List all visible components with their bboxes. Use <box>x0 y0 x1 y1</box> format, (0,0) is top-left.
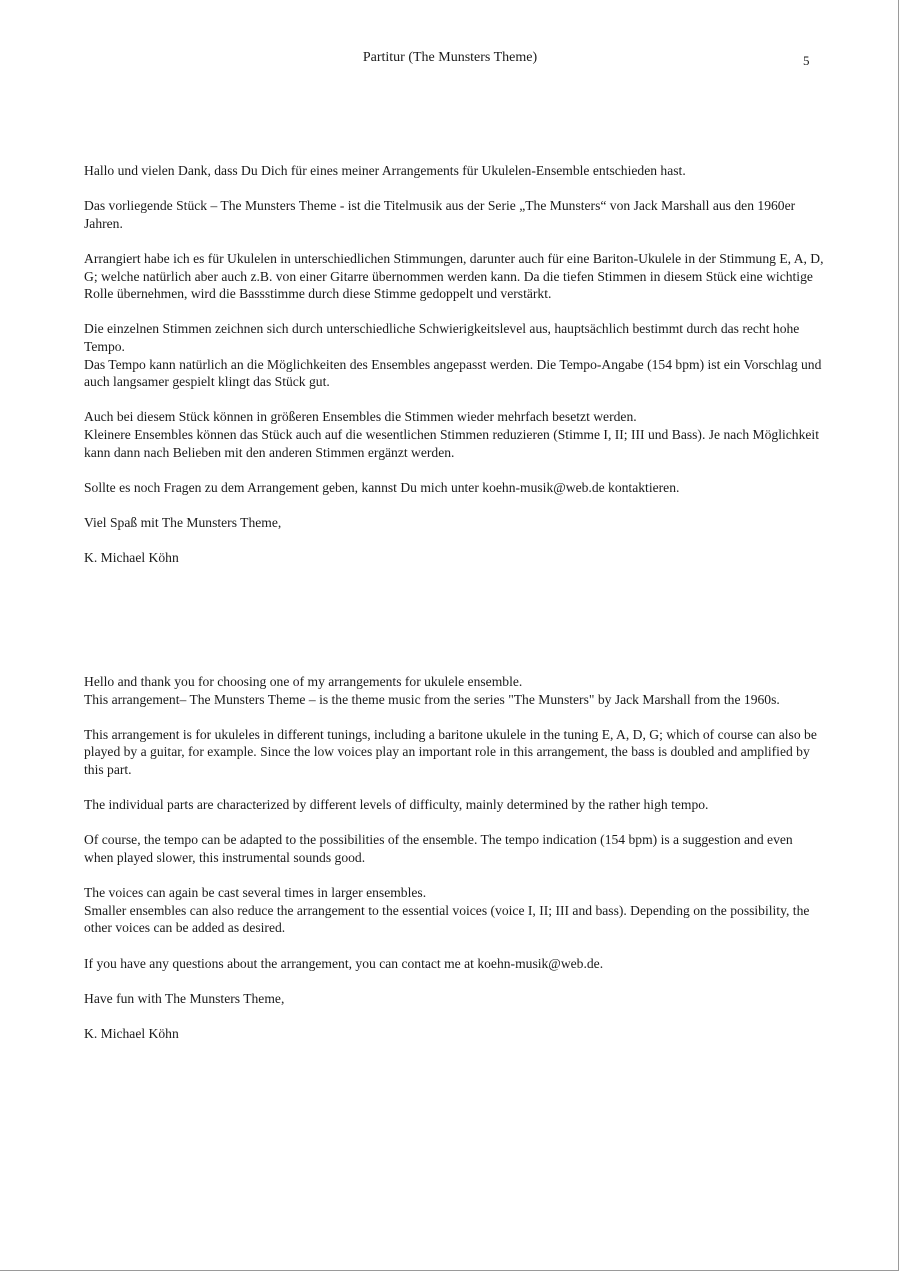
german-greeting: Hallo und vielen Dank, dass Du Dich für eines meiner Arrangements für Ukulelen-Ensemble entschieden hast. <box>84 163 686 178</box>
english-tuning-paragraph: This arrangement is for ukuleles in different tunings, including a baritone ukulele in the tuning E, A, D, G; which of course can also be played by a guitar, for example. Since the low voices play an important role in this arrangement, the bass is doubled and amplified by this part. <box>84 726 817 777</box>
english-reduction-line: Smaller ensembles can also reduce the arrangement to the essential voices (voice I, II; III and bass). Depending on the possibility, the other voices can be added as desired. <box>84 902 810 936</box>
english-closing: Have fun with The Munsters Theme, <box>84 990 285 1006</box>
german-letter <box>84 162 824 584</box>
german-contact-paragraph: Sollte es noch Fragen zu dem Arrangement geben, kannst Du mich unter koehn-musik@web.de kontaktieren. <box>84 479 680 495</box>
english-greeting-line: Hello and thank you for choosing one of my arrangements for ukulele ensemble. <box>84 674 523 689</box>
english-intro-paragraph <box>84 673 824 708</box>
english-contact-paragraph: If you have any questions about the arrangement, you can contact me at koehn-musik@web.de. <box>84 955 604 971</box>
page-number: 5 <box>803 53 810 68</box>
german-reduction-line: Kleinere Ensembles können das Stück auch auf die wesentlichen Stimmen reduzieren (Stimme I, II; III und Bass). Je nach Möglichkeit kann dann nach Belieben mit den anderen Stimmen ergänzt werden. <box>84 426 819 460</box>
english-ensemble-line: The voices can again be cast several times in larger ensembles. <box>84 885 427 901</box>
english-tempo-paragraph: Of course, the tempo can be adapted to the possibilities of the ensemble. The tempo indication (154 bpm) is a suggestion and even when played slower, this instrumental sounds good. <box>84 832 793 865</box>
german-signature: K. Michael Köhn <box>84 550 179 566</box>
german-difficulty-paragraph <box>84 320 824 390</box>
german-tempo-line: Das Tempo kann natürlich an die Möglichkeiten des Ensembles angepasst werden. Die Tempo-Angabe (154 bpm) ist ein Vorschlag und auch langsamer gespielt klingt das Stück gut. <box>84 356 822 390</box>
page-header-title: Partitur (The Munsters Theme) <box>362 50 538 65</box>
german-intro-paragraph: Das vorliegende Stück – The Munsters Theme - ist die Titelmusik aus der Serie „The Munsters“ von Jack Marshall aus den 1960er Jahren. <box>84 198 796 231</box>
german-tuning-paragraph: Arrangiert habe ich es für Ukulelen in unterschiedlichen Stimmungen, darunter auch für eine Bariton-Ukulele in der Stimmung E, A, D, G; welche natürlich aber auch z.B. von einer Gitarre übernommen werden kann. Da die tiefen Stimmen in diesem Stück eine wichtige Rolle übernehmen, wird die Bassstimme durch diese Stimme gedoppelt und verstärkt. <box>84 250 824 302</box>
english-signature: K. Michael Köhn <box>84 1025 179 1041</box>
german-ensemble-paragraph <box>84 408 824 461</box>
english-arrangement-line: This arrangement– The Munsters Theme – is the theme music from the series "The Munsters" by Jack Marshall from the 1960s. <box>84 691 780 707</box>
english-letter <box>84 673 824 1060</box>
german-ensemble-line: Auch bei diesem Stück können in größeren Ensembles die Stimmen wieder mehrfach besetzt werden. <box>84 409 637 425</box>
english-ensemble-paragraph <box>84 884 824 937</box>
english-difficulty-paragraph: The individual parts are characterized by different levels of difficulty, mainly determined by the rather high tempo. <box>84 797 709 813</box>
german-closing: Viel Spaß mit The Munsters Theme, <box>84 514 282 530</box>
german-difficulty-line: Die einzelnen Stimmen zeichnen sich durch unterschiedliche Schwierigkeitslevel aus, hauptsächlich bestimmt durch das recht hohe Tempo. <box>84 321 800 354</box>
